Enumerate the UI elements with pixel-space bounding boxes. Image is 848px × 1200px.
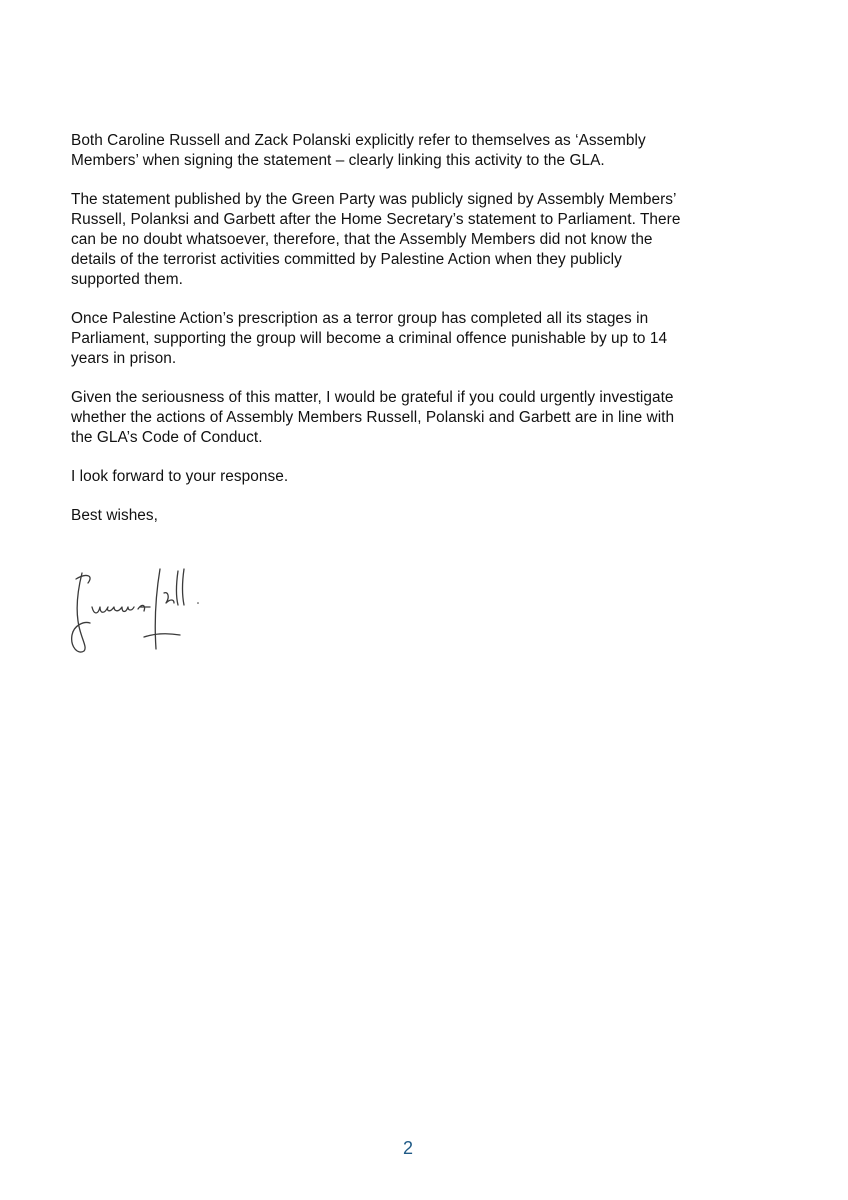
- text-line: can be no doubt whatsoever, therefore, that the Assembly Members did not know the: [71, 231, 653, 248]
- text-line: Parliament, supporting the group will become a criminal offence punishable by up to 14: [71, 330, 668, 347]
- text-line: Russell, Polanksi and Garbett after the Home Secretary’s statement to Parliament. There: [71, 211, 681, 228]
- signature-stroke: [177, 571, 179, 605]
- page-number: 2: [402, 1138, 413, 1158]
- text-line: Both Caroline Russell and Zack Polanski explicitly refer to themselves as ‘Assembly: [71, 132, 646, 149]
- paragraph-prescription: [71, 309, 761, 369]
- text-line: Best wishes,: [71, 507, 158, 524]
- text-line: The statement published by the Green Party was publicly signed by Assembly Members’: [71, 191, 677, 208]
- text-line: I look forward to your response.: [71, 468, 289, 485]
- paragraph-look-forward: [71, 467, 761, 487]
- text-line: details of the terrorist activities committed by Palestine Action when they publicly: [71, 251, 622, 268]
- paragraph-request-investigation: [71, 388, 761, 448]
- letter-body: [71, 131, 761, 545]
- paragraph-green-party-statement: [71, 190, 761, 290]
- paragraph-signing-statement: [71, 131, 761, 171]
- signature-stroke: [72, 573, 90, 652]
- text-line: Once Palestine Action’s prescription as a terror group has completed all its stages in: [71, 310, 649, 327]
- signature-stroke: [138, 605, 150, 611]
- signature-stroke: [155, 569, 160, 649]
- text-line: Given the seriousness of this matter, I would be grateful if you could urgently investigate: [71, 389, 674, 406]
- signature-stroke: [144, 634, 180, 637]
- signature-stroke: [92, 607, 134, 613]
- text-line: Members’ when signing the statement – clearly linking this activity to the GLA.: [71, 152, 605, 169]
- text-line: years in prison.: [71, 350, 177, 367]
- signature-stroke: [164, 593, 174, 603]
- signature-stroke: [76, 576, 90, 583]
- handwritten-signature: [64, 563, 204, 659]
- signature-stroke: [183, 569, 185, 605]
- text-line: whether the actions of Assembly Members Russell, Polanski and Garbett are in line with: [71, 409, 675, 426]
- text-line: the GLA’s Code of Conduct.: [71, 429, 263, 446]
- signature-dot: [197, 602, 199, 604]
- sign-off: [71, 506, 761, 526]
- text-line: supported them.: [71, 271, 183, 288]
